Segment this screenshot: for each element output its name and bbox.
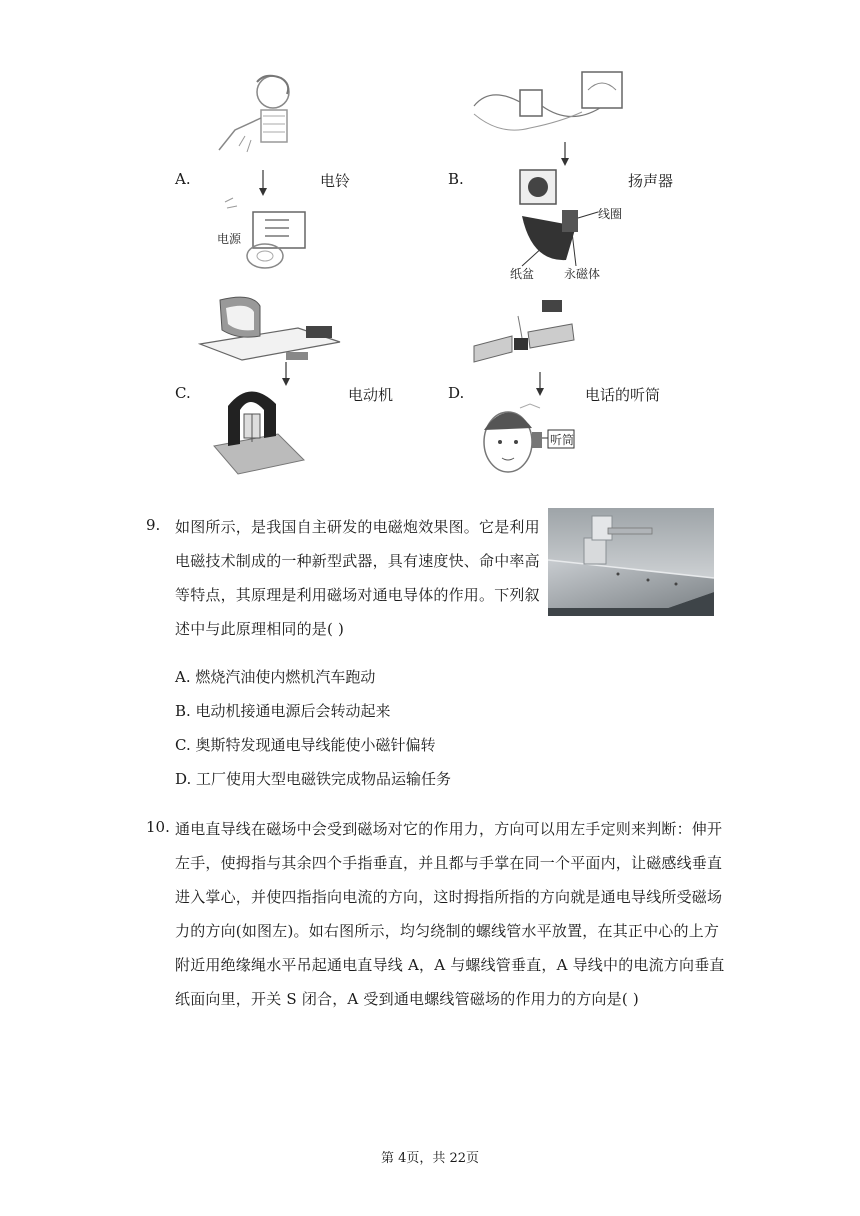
question-10-line-6: 纸面向里，开关 S 闭合，A 受到通电螺线管磁场的作用力的方向是( ) xyxy=(175,990,639,1008)
coil-label: 线圈 xyxy=(598,207,623,221)
question-9-line-1: 如图所示，是我国自主研发的电磁炮效果图。它是利用 xyxy=(175,518,540,536)
question-10-number: 10. xyxy=(146,818,170,836)
page-footer: 第 4页，共 22页 xyxy=(380,1151,480,1166)
question-10-line-4: 力的方向(如图左)。如右图所示，均匀绕制的螺线管水平放置，在其正中心的上方 xyxy=(175,922,720,940)
receiver-label: 听筒 xyxy=(550,433,575,447)
permanent-magnet-label: 永磁体 xyxy=(564,267,601,281)
option-c-name: 电动机 xyxy=(348,386,394,404)
question-9-choice-b[interactable]: B. 电动机接通电源后会转动起来 xyxy=(175,702,391,720)
electric-bell-figure xyxy=(205,70,325,275)
question-9-choice-d[interactable]: D. 工厂使用大型电磁铁完成物品运输任务 xyxy=(175,770,452,788)
question-9-number: 9. xyxy=(146,516,161,534)
option-a-name: 电铃 xyxy=(320,172,351,190)
question-9-line-2: 电磁技术制成的一种新型武器，具有速度快、命中率高 xyxy=(175,552,540,570)
question-10-line-5: 附近用绝缘绳水平吊起通电直导线 A，A 与螺线管垂直，A 导线中的电流方向垂直 xyxy=(175,956,725,974)
option-b-name: 扬声器 xyxy=(628,172,674,190)
question-10-line-2: 左手，使拇指与其余四个手指垂直，并且都与手掌在同一个平面内，让磁感线垂直 xyxy=(175,854,723,872)
question-10-line-1: 通电直导线在磁场中会受到磁场对它的作用力，方向可以用左手定则来判断：伸开 xyxy=(175,820,723,838)
option-a-letter: A. xyxy=(175,170,191,188)
telephone-receiver-figure xyxy=(470,296,590,484)
question-9-line-3: 等特点，其原理是利用磁场对通电导体的作用。下列叙 xyxy=(175,586,540,604)
option-d-letter: D. xyxy=(448,384,465,402)
option-c-letter: C. xyxy=(175,384,191,402)
option-d-name: 电话的听筒 xyxy=(585,386,661,404)
option-b-letter: B. xyxy=(448,170,464,188)
power-source-label: 电源 xyxy=(217,232,242,246)
question-9-line-4: 述中与此原理相同的是( ) xyxy=(175,620,345,638)
loudspeaker-figure xyxy=(470,66,630,281)
question-10-line-3: 进入掌心，并使四指指向电流的方向，这时拇指所指的方向就是通电导线所受磁场 xyxy=(175,888,723,906)
electric-motor-figure xyxy=(198,296,348,484)
question-9-choice-c[interactable]: C. 奥斯特发现通电导线能使小磁针偏转 xyxy=(175,736,436,754)
railgun-image xyxy=(548,508,714,616)
question-9-choice-a[interactable]: A. 燃烧汽油使内燃机汽车跑动 xyxy=(175,668,376,686)
paper-cone-label: 纸盆 xyxy=(510,267,535,281)
